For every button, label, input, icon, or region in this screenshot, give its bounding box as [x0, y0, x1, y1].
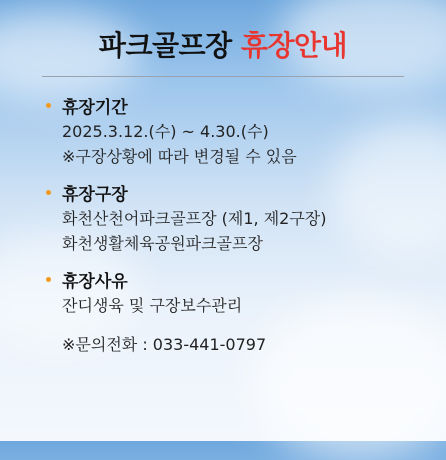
closure-note: ※구장상황에 따라 변경될 수 있음 — [62, 147, 297, 166]
title-divider — [42, 76, 404, 77]
heading-text: 휴장구장 — [62, 185, 128, 205]
section-closed-courses — [62, 179, 426, 256]
course-name: 화천산천어파크골프장 (제1, 제2구장) — [62, 209, 327, 228]
contact-phone: ※문의전화 : 033-441-0797 — [62, 335, 267, 354]
heading-text: 휴장기간 — [62, 98, 128, 118]
section-heading — [62, 266, 426, 293]
notice-title — [0, 24, 446, 64]
closure-reason: 잔디생육 및 구장보수관리 — [62, 296, 243, 315]
bullet-dot-icon — [46, 277, 51, 282]
section-closure-reason — [62, 266, 426, 318]
section-heading — [62, 179, 426, 206]
title-accent: 휴장안내 — [240, 29, 348, 62]
notice-content — [62, 92, 426, 355]
section-heading — [62, 92, 426, 119]
heading-text: 휴장사유 — [62, 272, 128, 292]
closure-dates: 2025.3.12.(수) ~ 4.30.(수) — [62, 122, 269, 141]
bullet-dot-icon — [46, 190, 51, 195]
title-main: 파크골프장 — [98, 29, 232, 62]
bullet-dot-icon — [46, 103, 51, 108]
course-name: 화천생활체육공원파크골프장 — [62, 234, 263, 253]
section-closure-period — [62, 92, 426, 169]
